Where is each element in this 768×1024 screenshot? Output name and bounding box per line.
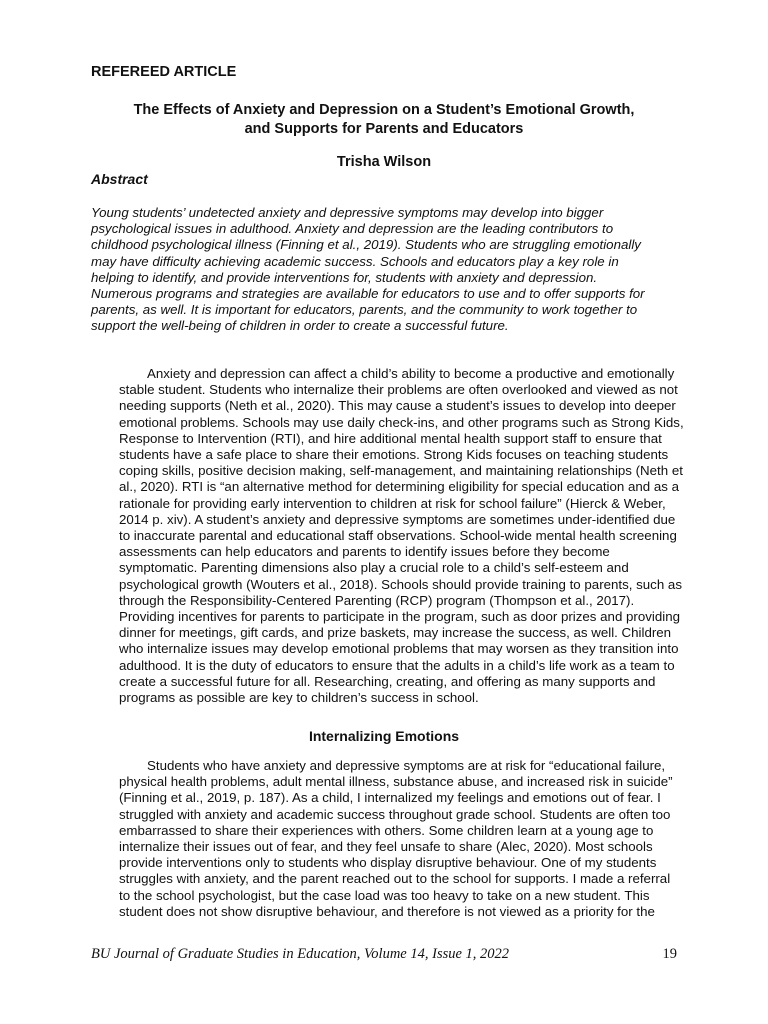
paragraph-line: internalize their issues out of fear, and they feel unsafe to share (Alec, 2020). Most schools	[119, 839, 653, 855]
paragraph-line: needing supports (Neth et al., 2020). This may cause a student’s issues to develop into deeper	[119, 398, 676, 414]
paragraph-line: to the school psychologist, but the case load was too heavy to take on a new student. This	[119, 887, 650, 903]
article-type-label: REFEREED ARTICLE	[91, 64, 237, 80]
paragraph-line: embarrassed to share their experiences with others. Some children learn at a young age to	[119, 822, 654, 838]
paragraph-line: Students who have anxiety and depressive symptoms are at risk for “educational failure,	[147, 758, 666, 773]
journal-footer: BU Journal of Graduate Studies in Education, Volume 14, Issue 1, 2022	[91, 946, 510, 962]
intro-paragraph	[91, 366, 684, 706]
paragraph-line: struggles with anxiety, and the parent reached out to the school for supports. I made a referral	[119, 871, 671, 887]
paragraph-line: (Finning et al., 2019, p. 187). As a child, I internalized my feelings and emotions out of fear. I	[119, 790, 661, 806]
paragraph-line: who internalize issues may develop emotional problems that may worsen as they transition into	[119, 641, 679, 657]
paragraph-line: emotional problems. Schools may use daily check-ins, and other programs such as Strong Kids,	[119, 414, 684, 430]
paragraph-line: provide interventions only to students who display disruptive behaviour. One of my students	[119, 855, 657, 871]
paragraph-line: 2014 p. xiv). A student’s anxiety and depressive symptoms are sometimes under-identified due	[119, 511, 676, 527]
abstract-heading: Abstract	[91, 171, 148, 187]
abstract-line: childhood psychological illness (Finning et al., 2019). Students who are struggling emotionally	[91, 237, 641, 253]
abstract-line: may have difficulty achieving academic success. Schools and educators play a key role in	[91, 253, 619, 269]
paragraph-line: rationale for providing early intervention to children at risk for school failure” (Hierck & Weber,	[119, 495, 666, 511]
paragraph-line: struggled with anxiety and academic success throughout grade school. Students are often too	[119, 806, 671, 822]
paragraph-line: programs as possible are key to children’s success in school.	[119, 690, 479, 706]
abstract-line: psychological issues in adulthood. Anxiety and depression are the leading contributors to	[91, 221, 614, 237]
article-title	[91, 101, 677, 139]
abstract-line: parents, as well. It is important for educators, parents, and the community to work together to	[91, 302, 638, 318]
title-line: and Supports for Parents and Educators	[244, 121, 524, 137]
abstract-line: helping to identify, and provide interventions for, students with anxiety and depression.	[91, 269, 598, 285]
author-name: Trisha Wilson	[336, 154, 432, 170]
abstract-body	[91, 205, 677, 335]
abstract-line: support the well-being of children in order to create a successful future.	[91, 318, 509, 334]
paragraph-line: students have a safe place to share their emotions. Strong Kids focuses on teaching students	[119, 447, 669, 463]
abstract-line: Young students’ undetected anxiety and depressive symptoms may develop into bigger	[91, 205, 604, 220]
abstract-line: Numerous programs and strategies are available for educators to use and to offer supports for	[91, 286, 645, 302]
paragraph-line: create a successful future for all. Researching, creating, and offering as many supports and	[119, 673, 656, 689]
paragraph-line: al., 2020). RTI is “an alternative method for determining eligibility for special education and as a	[119, 479, 680, 495]
section-heading: Internalizing Emotions	[308, 728, 460, 744]
paragraph-line: Providing incentives for parents to participate in the program, such as door prizes and providing	[119, 609, 680, 625]
paragraph-line: physical health problems, adult mental illness, substance abuse, and increased risk in suicide”	[119, 774, 673, 790]
paragraph-line: Anxiety and depression can affect a child’s ability to become a productive and emotionally	[147, 366, 675, 381]
paragraph-line: adulthood. It is the duty of educators to ensure that the adults in a child’s life work as a team to	[119, 657, 675, 673]
paragraph-line: to inaccurate parental and educational staff observations. School-wide mental health screening	[119, 528, 677, 544]
paragraph-line: psychological growth (Wouters et al., 2018). Schools should provide training to parents, such as	[119, 576, 682, 592]
paragraph-line: stable student. Students who internalize their problems are often overlooked and viewed as not	[119, 382, 678, 398]
title-line: The Effects of Anxiety and Depression on a Student’s Emotional Growth,	[133, 102, 635, 118]
paragraph-line: Response to Intervention (RTI), and hire additional mental health support staff to ensure that	[119, 430, 662, 446]
paragraph-line: coping skills, positive decision making, self-management, and maintaining relationships (Neth et	[119, 463, 683, 479]
paragraph-line: dinner for meetings, gift cards, and prize baskets, may increase the success, as well. Children	[119, 625, 672, 641]
paragraph-line: through the Responsibility-Centered Parenting (RCP) program (Thompson et al., 2017).	[119, 592, 635, 608]
paragraph-line: symptomatic. Parenting dimensions also play a crucial role to a child’s self-esteem and	[119, 560, 629, 576]
page-number: 19	[662, 946, 677, 962]
paragraph-line: student does not show disruptive behaviour, and therefore is not viewed as a priority for the	[119, 903, 655, 919]
section-paragraph	[91, 758, 679, 920]
paragraph-line: assessments can help educators and parents to identify issues before they become	[119, 544, 610, 560]
